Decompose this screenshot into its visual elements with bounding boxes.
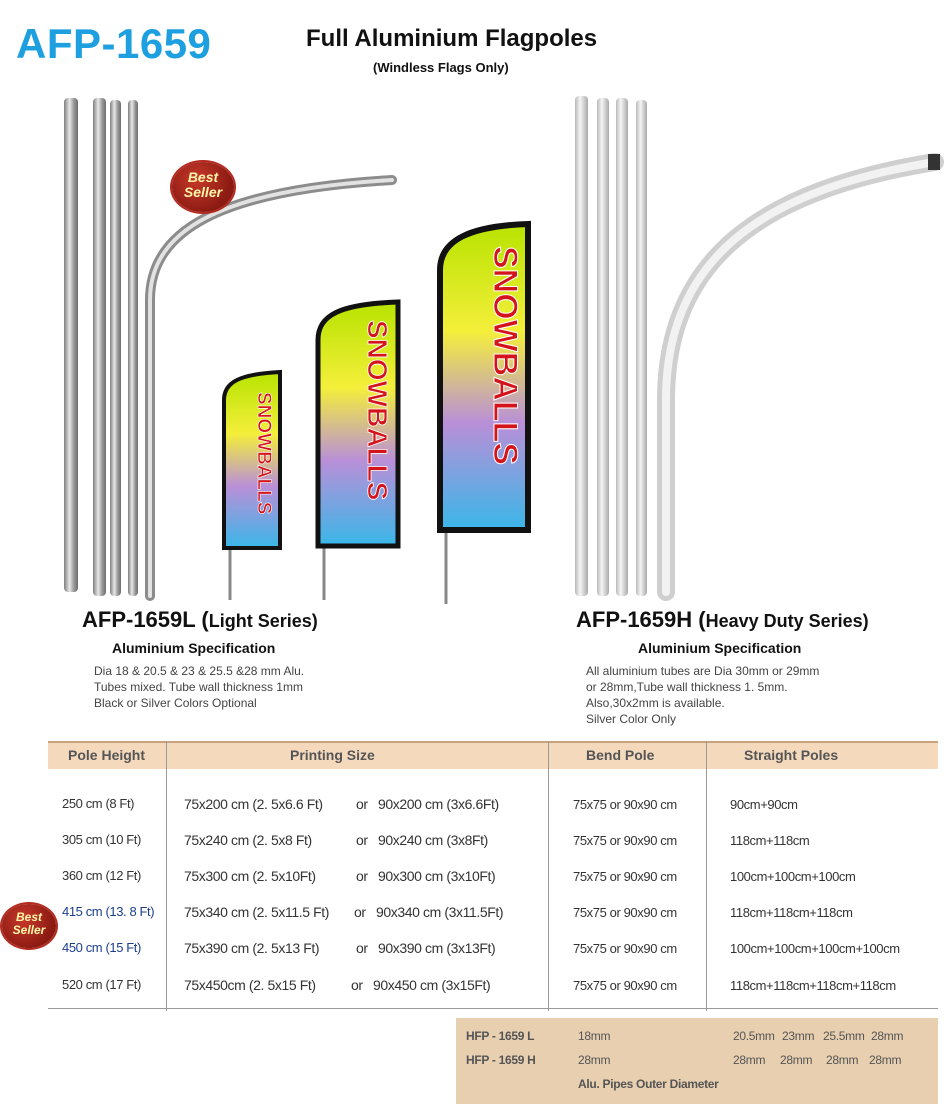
diameter-model: HFP - 1659 H [466, 1053, 536, 1067]
column-header-pole-height: Pole Height [68, 747, 146, 763]
heavy-series-title [576, 607, 869, 633]
badge-line-2: Seller [12, 922, 46, 937]
cell-or: or [351, 977, 363, 993]
flag-text-small: SNOWBALLS [253, 392, 274, 515]
cell-print-size-b: 90x300 cm (3x10Ft) [378, 868, 496, 884]
cell-straight-poles: 100cm+100cm+100cm+100cm [730, 941, 900, 956]
diameter-straight: 28mm [733, 1053, 766, 1067]
flag-text-large: SNOWBALLS [486, 246, 524, 466]
heavy-series-label: Heavy Duty Series) [705, 611, 869, 631]
column-divider [706, 741, 707, 1011]
cell-straight-poles: 118cm+118cm+118cm+118cm [730, 978, 896, 993]
heavy-spec-line: Silver Color Only [586, 712, 677, 726]
best-seller-badge [172, 162, 234, 212]
diameter-bend: 18mm [578, 1029, 611, 1043]
best-seller-badge-table [2, 904, 56, 948]
light-spec-heading: Aluminium Specification [112, 640, 276, 656]
diameter-straight: 23mm [782, 1029, 815, 1043]
page-subtitle: (Windless Flags Only) [373, 60, 509, 75]
cell-pole-height: 520 cm (17 Ft) [62, 977, 141, 992]
cell-bend-pole: 75x75 or 90x90 cm [573, 941, 677, 956]
cell-print-size-a: 75x200 cm (2. 5x6.6 Ft) [184, 796, 323, 812]
cell-or: or [356, 832, 368, 848]
heavy-series-code: AFP-1659H ( [576, 607, 706, 632]
cell-print-size-b: 90x390 cm (3x13Ft) [378, 940, 496, 956]
cell-print-size-b: 90x450 cm (3x15Ft) [373, 977, 491, 993]
feather-flag-medium [318, 302, 398, 600]
feather-flag-large [440, 224, 528, 604]
cell-print-size-a: 75x340 cm (2. 5x11.5 Ft) [184, 904, 329, 920]
heavy-bend-pole [666, 162, 935, 592]
diameter-model: HFP - 1659 L [466, 1029, 535, 1043]
cell-print-size-b: 90x240 cm (3x8Ft) [378, 832, 488, 848]
cell-pole-height: 360 cm (12 Ft) [62, 868, 141, 883]
cell-print-size-a: 75x300 cm (2. 5x10Ft) [184, 868, 316, 884]
diameter-caption: Alu. Pipes Outer Diameter [578, 1077, 719, 1091]
light-spec-line: Black or Silver Colors Optional [94, 696, 257, 710]
light-spec-line: Tubes mixed. Tube wall thickness 1mm [94, 680, 303, 694]
badge-line-1: Best [187, 169, 219, 185]
cell-straight-poles: 118cm+118cm+118cm [730, 905, 853, 920]
column-header-bend-pole: Bend Pole [586, 747, 655, 763]
column-header-printing-size: Printing Size [290, 747, 375, 763]
cell-bend-pole: 75x75 or 90x90 cm [573, 978, 677, 993]
cell-bend-pole: 75x75 or 90x90 cm [573, 833, 677, 848]
diameter-straight: 20.5mm [733, 1029, 775, 1043]
cell-print-size-a: 75x240 cm (2. 5x8 Ft) [184, 832, 312, 848]
cell-print-size-a: 75x450cm (2. 5x15 Ft) [184, 977, 316, 993]
cell-print-size-b: 90x340 cm (3x11.5Ft) [376, 904, 504, 920]
cell-bend-pole: 75x75 or 90x90 cm [573, 797, 677, 812]
cell-bend-pole: 75x75 or 90x90 cm [573, 905, 677, 920]
cell-straight-poles: 118cm+118cm [730, 833, 810, 848]
diameter-bend: 28mm [578, 1053, 611, 1067]
light-series-code: AFP-1659L ( [82, 607, 209, 632]
column-divider [548, 741, 549, 1011]
diameter-straight: 28mm [871, 1029, 904, 1043]
diameter-straight: 28mm [869, 1053, 902, 1067]
cell-straight-poles: 90cm+90cm [730, 797, 798, 812]
column-header-straight-poles: Straight Poles [744, 747, 839, 763]
diameter-straight: 25.5mm [823, 1029, 865, 1043]
cell-or: or [356, 940, 368, 956]
light-series-title [82, 607, 318, 633]
cell-print-size-b: 90x200 cm (3x6.6Ft) [378, 796, 499, 812]
flag-text-medium: SNOWBALLS [362, 320, 393, 501]
diameter-straight: 28mm [826, 1053, 859, 1067]
cell-pole-height: 305 cm (10 Ft) [62, 832, 141, 847]
cell-straight-poles: 100cm+100cm+100cm [730, 869, 856, 884]
cell-pole-height: 450 cm (15 Ft) [62, 940, 141, 955]
light-series-label: Light Series) [208, 611, 318, 631]
cell-pole-height: 415 cm (13. 8 Ft) [62, 904, 155, 919]
cell-pole-height: 250 cm (8 Ft) [62, 796, 135, 811]
heavy-spec-line: or 28mm,Tube wall thickness 1. 5mm. [586, 680, 788, 694]
heavy-spec-heading: Aluminium Specification [638, 640, 802, 656]
badge-line-2: Seller [183, 183, 223, 200]
page-title: Full Aluminium Flagpoles [306, 25, 598, 52]
feather-flag-small [224, 372, 280, 600]
column-divider [166, 741, 167, 1011]
heavy-spec-line: Also,30x2mm is available. [586, 696, 725, 710]
diameter-straight: 28mm [780, 1053, 813, 1067]
model-code-title: AFP-1659 [16, 20, 212, 67]
heavy-spec-line: All aluminium tubes are Dia 30mm or 29mm [586, 664, 820, 678]
cell-or: or [356, 868, 368, 884]
cell-or: or [356, 796, 368, 812]
table-bottom-rule [48, 1008, 938, 1009]
badge-line-1: Best [15, 910, 42, 924]
cell-bend-pole: 75x75 or 90x90 cm [573, 869, 677, 884]
cell-print-size-a: 75x390 cm (2. 5x13 Ft) [184, 940, 320, 956]
cell-or: or [354, 904, 366, 920]
light-spec-line: Dia 18 & 20.5 & 23 & 25.5 &28 mm Alu. [94, 664, 305, 678]
